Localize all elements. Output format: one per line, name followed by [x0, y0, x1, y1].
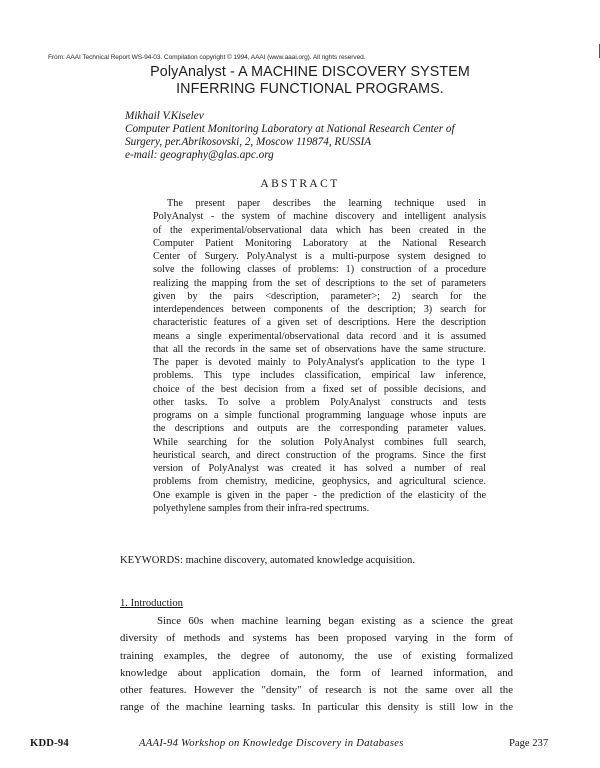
- body-line: diversity of methods and systems has been proposed varying in the form of: [120, 632, 513, 645]
- abstract-line: version of PolyAnalyst was created it has solved a number of real: [153, 463, 486, 474]
- abstract-line: of the experimental/observational data which has been created in the: [153, 224, 486, 236]
- body-line: training examples, the degree of autonomy, the use of existing formalized: [120, 649, 513, 662]
- author-name: Mikhail V.Kiselev: [125, 110, 204, 122]
- abstract-line: that all the records in the same set of observations have the same structure.: [153, 343, 486, 355]
- abstract-line: solve the following classes of problems: 1) construction of a procedure: [153, 264, 486, 276]
- section-heading: 1. Introduction: [120, 598, 183, 609]
- paper-title-line-1: PolyAnalyst - A MACHINE DISCOVERY SYSTEM: [150, 64, 470, 80]
- section-body: [120, 613, 513, 717]
- abstract-line: programs on a simple functional programming language whose inputs are: [153, 410, 486, 421]
- abstract-line: One example is given in the paper - the prediction of the elasticity of the: [153, 489, 486, 501]
- abstract-body: [153, 197, 486, 515]
- author-affiliation-line-2: Surgery, per.Abrikosovski, 2, Moscow 119874, RUSSIA: [125, 136, 372, 148]
- body-line: Since 60s when machine learning began existing as a science the great: [157, 615, 513, 627]
- abstract-line: the descriptions and outputs are the corresponding parameter values.: [153, 423, 486, 435]
- abstract-heading: ABSTRACT: [260, 178, 340, 190]
- abstract-line: The paper is devoted mainly to PolyAnalyst's application to the type 1: [153, 357, 486, 368]
- abstract-line: heuristical search, and direct construction of the programs. Since the first: [153, 449, 486, 461]
- abstract-line: PolyAnalyst - the system of machine discovery and intelligent analysis: [153, 211, 486, 223]
- abstract-line: polyethylene samples from their infra-red spectrums.: [153, 502, 370, 514]
- abstract-line: characteristic features of a given set of descriptions. Here the description: [153, 317, 486, 329]
- body-line: knowledge about application domain, the form of learned information, and: [120, 666, 513, 679]
- footer-workshop-title: AAAI-94 Workshop on Knowledge Discovery in Databases: [139, 738, 404, 749]
- abstract-line: choice of the best decision from a fixed set of possible decisions, and: [153, 383, 486, 395]
- footer-conference-code: KDD-94: [30, 738, 69, 749]
- paper-title-line-2: INFERRING FUNCTIONAL PROGRAMS.: [176, 81, 444, 97]
- author-affiliation-line-1: Computer Patient Monitoring Laboratory at National Research Center of: [125, 123, 455, 135]
- abstract-line: interdependences between components of the description; 3) search for: [153, 304, 486, 315]
- abstract-line: Center of Surgery. PolyAnalyst is a multi-purpose system designed to: [153, 251, 486, 262]
- abstract-line: The present paper describes the learning technique used in: [167, 198, 486, 209]
- body-line: range of the machine learning tasks. In particular this density is still low in the: [120, 701, 513, 714]
- keywords: KEYWORDS: machine discovery, automated knowledge acquisition.: [120, 555, 415, 566]
- abstract-line: While searching for the solution PolyAnalyst combines full search,: [153, 436, 486, 448]
- author-email: e-mail: geography@glas.apc.org: [125, 149, 274, 161]
- abstract-line: problems from chemistry, medicine, geophysics, and agricultural science.: [153, 476, 486, 488]
- abstract-line: given by the pairs <description, parameter>; 2) search for the: [153, 290, 486, 302]
- abstract-line: Computer Patient Monitoring Laboratory at the National Research: [153, 237, 486, 249]
- abstract-line: problems. This type includes classification, empirical law inference,: [153, 370, 486, 382]
- abstract-line: means a single experimental/observational data record and it is assumed: [153, 330, 486, 342]
- abstract-line: other tasks. To solve a problem PolyAnalyst constructs and tests: [153, 396, 486, 408]
- footer-page-number: Page 237: [509, 738, 549, 749]
- abstract-line: realizing the mapping from the set of descriptions to the set of parameters: [153, 277, 486, 289]
- source-notice: From: AAAI Technical Report WS-94-03. Compilation copyright © 1994, AAAI (www.aaai.org). All rights reserved.: [48, 54, 366, 61]
- body-line: other features. However the "density" of research is not the same over all the: [120, 684, 513, 697]
